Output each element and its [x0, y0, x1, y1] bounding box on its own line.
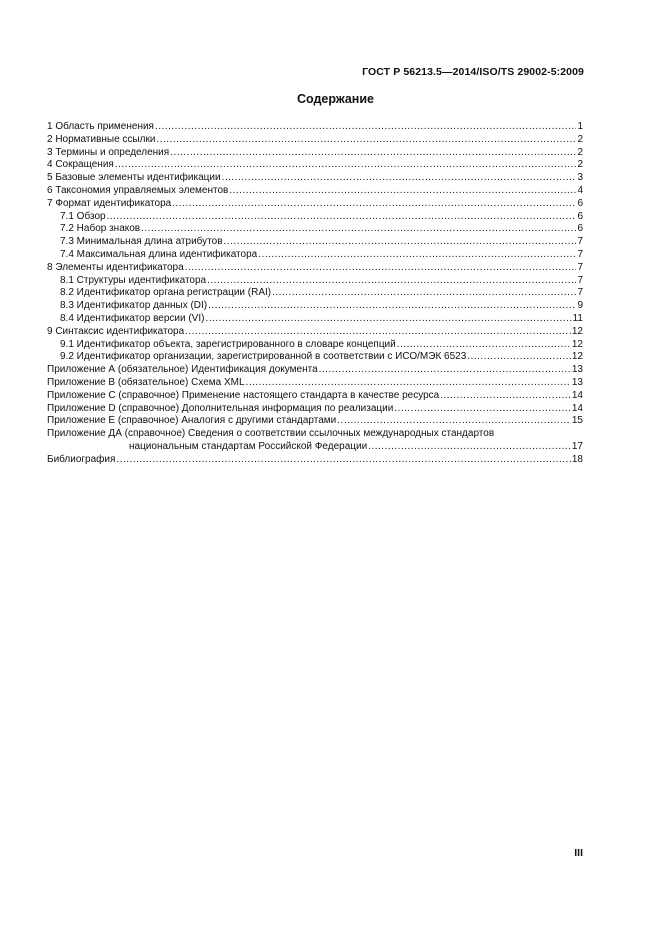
toc-subentry[interactable]: 7.2 Набор знаков ..... 6 — [47, 223, 583, 236]
toc-subentry[interactable]: 8.4 Идентификатор версии (VI) ..... 11 — [47, 313, 583, 326]
toc-subentry[interactable]: 9.2 Идентификатор организации, зарегистрированной в соответствии с ИСО/МЭК 6523 ..... 12 — [47, 351, 583, 364]
toc-subentry[interactable]: 8.3 Идентификатор данных (DI) ..... 9 — [47, 300, 583, 313]
toc-entry[interactable]: Приложение D (справочное) Дополнительная информация по реализации ..... 14 — [47, 403, 583, 416]
toc-entry[interactable]: 6 Таксономия управляемых элементов ..... 4 — [47, 185, 583, 198]
toc-entry[interactable]: Приложение А (обязательное) Идентификация документа ..... 13 — [47, 364, 583, 377]
toc-entry-multiline[interactable]: Приложение ДА (справочное) Сведения о соответствии ссылочных международных стандартов национальным стандартам Российской Федерации ..... 17 — [47, 428, 583, 454]
toc-entry[interactable]: 9 Синтаксис идентификатора ..... 12 — [47, 326, 583, 339]
toc-entry[interactable]: Приложение С (справочное) Применение настоящего стандарта в качестве ресурса ..... 14 — [47, 390, 583, 403]
toc-entry[interactable]: Приложение Е (справочное) Аналогия с другими стандартами ..... 15 — [47, 415, 583, 428]
toc-entry[interactable]: Приложение В (обязательное) Схема XML ..... 13 — [47, 377, 583, 390]
table-of-contents — [47, 121, 583, 467]
document-code: ГОСТ Р 56213.5—2014/ISO/TS 29002-5:2009 — [362, 66, 584, 78]
page-number: III — [574, 847, 583, 859]
toc-title: Содержание — [296, 92, 374, 106]
toc-entry[interactable]: 2 Нормативные ссылки ..... 2 — [47, 134, 583, 147]
toc-entry[interactable]: 1 Область применения ..... 1 — [47, 121, 583, 134]
toc-subentry[interactable]: 7.4 Максимальная длина идентификатора ..... 7 — [47, 249, 583, 262]
toc-entry[interactable]: 3 Термины и определения ..... 2 — [47, 147, 583, 160]
toc-subentry[interactable]: 8.1 Структуры идентификатора ..... 7 — [47, 275, 583, 288]
toc-subentry[interactable]: 7.3 Минимальная длина атрибутов ..... 7 — [47, 236, 583, 249]
toc-entry[interactable]: 5 Базовые элементы идентификации ..... 3 — [47, 172, 583, 185]
toc-entry[interactable]: 4 Сокращения ..... 2 — [47, 159, 583, 172]
toc-entry[interactable]: 7 Формат идентификатора ..... 6 — [47, 198, 583, 211]
toc-entry[interactable]: 8 Элементы идентификатора ..... 7 — [47, 262, 583, 275]
toc-subentry[interactable]: 9.1 Идентификатор объекта, зарегистрированного в словаре концепций ..... 12 — [47, 339, 583, 352]
toc-subentry[interactable]: 7.1 Обзор ..... 6 — [47, 211, 583, 224]
toc-entry[interactable]: Библиография ..... 18 — [47, 454, 583, 467]
toc-subentry[interactable]: 8.2 Идентификатор органа регистрации (RAI) ..... 7 — [47, 287, 583, 300]
